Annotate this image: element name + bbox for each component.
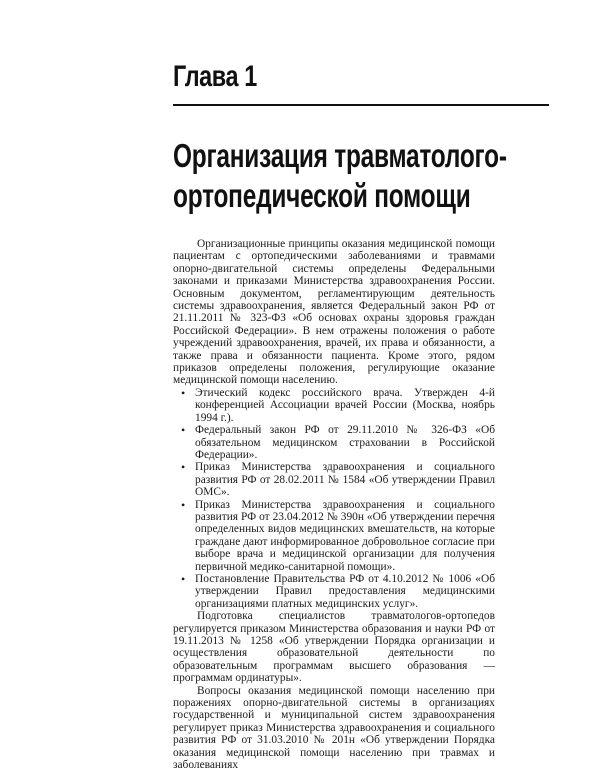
list-item: • Постановление Правительства РФ от 4.10.2012 № 1006 «Об утверждении Правил предоставления медицинскими организациями платных медицинских услуг».: [173, 573, 495, 610]
list-item: • Этический кодекс российского врача. Утвержден 4-й конференцией Ассоциации врачей России (Москва, ноябрь 1994 г.).: [173, 387, 495, 424]
list-item: • Приказ Министерства здравоохранения и социального развития РФ от 28.02.2011 № 1584 «Об утверждении Правил ОМС».: [173, 461, 495, 498]
chapter-label: Глава 1: [173, 60, 257, 93]
paragraph-care-order: Вопросы оказания медицинской помощи населению при поражениях опорно-двигательной системы в организациях государственной и муниципальной систем здравоохранения регулирует приказ Министерства здравоохранения и социального развития РФ от 31.03.2010 № 201н «Об утверждении Порядка оказания медицинской помощи населению при травмах и заболеваниях: [173, 684, 495, 771]
list-item: • Приказ Министерства здравоохранения и социального развития РФ от 23.04.2012 № 390н «Об утверждении перечня определенных видов медицинских вмешательств, на которые граждане дают информированное добровольное согласие при выборе врача и медицинской организации для получения первичной медико-санитарной помощи».: [173, 499, 495, 573]
chapter-rule: [173, 104, 549, 106]
chapter-title: [173, 136, 558, 216]
chapter-title-line-2: ортопедической помощи: [173, 177, 471, 214]
body-text: [173, 238, 495, 771]
list-item: • Федеральный закон РФ от 29.11.2010 № 326-ФЗ «Об обязательном медицинском страховании в Российской Федерации».: [173, 424, 495, 461]
paragraph-training: Подготовка специалистов травматологов-ортопедов регулируется приказом Министерства образования и науки РФ от 19.11.2013 № 1258 «Об утверждении Порядка организации и осуществления образовательной деятельности по образовательным программам высшего образования — программам ординатуры».: [173, 610, 495, 685]
bullet-list: [173, 387, 495, 610]
paragraph-intro: Организационные принципы оказания медицинской помощи пациентам с ортопедическими заболеваниями и травмами опорно-двигательной системы определены Федеральными законами и приказами Министерства здравоохранения России. Основным документом, регламентирующим деятельность системы здравоохранения, является Федеральный закон РФ от 21.11.2011 № 323-ФЗ «Об основах охраны здоровья граждан Российской Федерации». В нем отражены положения о работе учреждений здравоохранения, врачей, их права и обязанности, а также права и обязанности пациента. Кроме этого, рядом приказов определены положения, регулирующие оказание медицинской помощи населению.: [173, 238, 495, 387]
chapter-title-line-1: Организация травматолого-: [173, 137, 507, 174]
